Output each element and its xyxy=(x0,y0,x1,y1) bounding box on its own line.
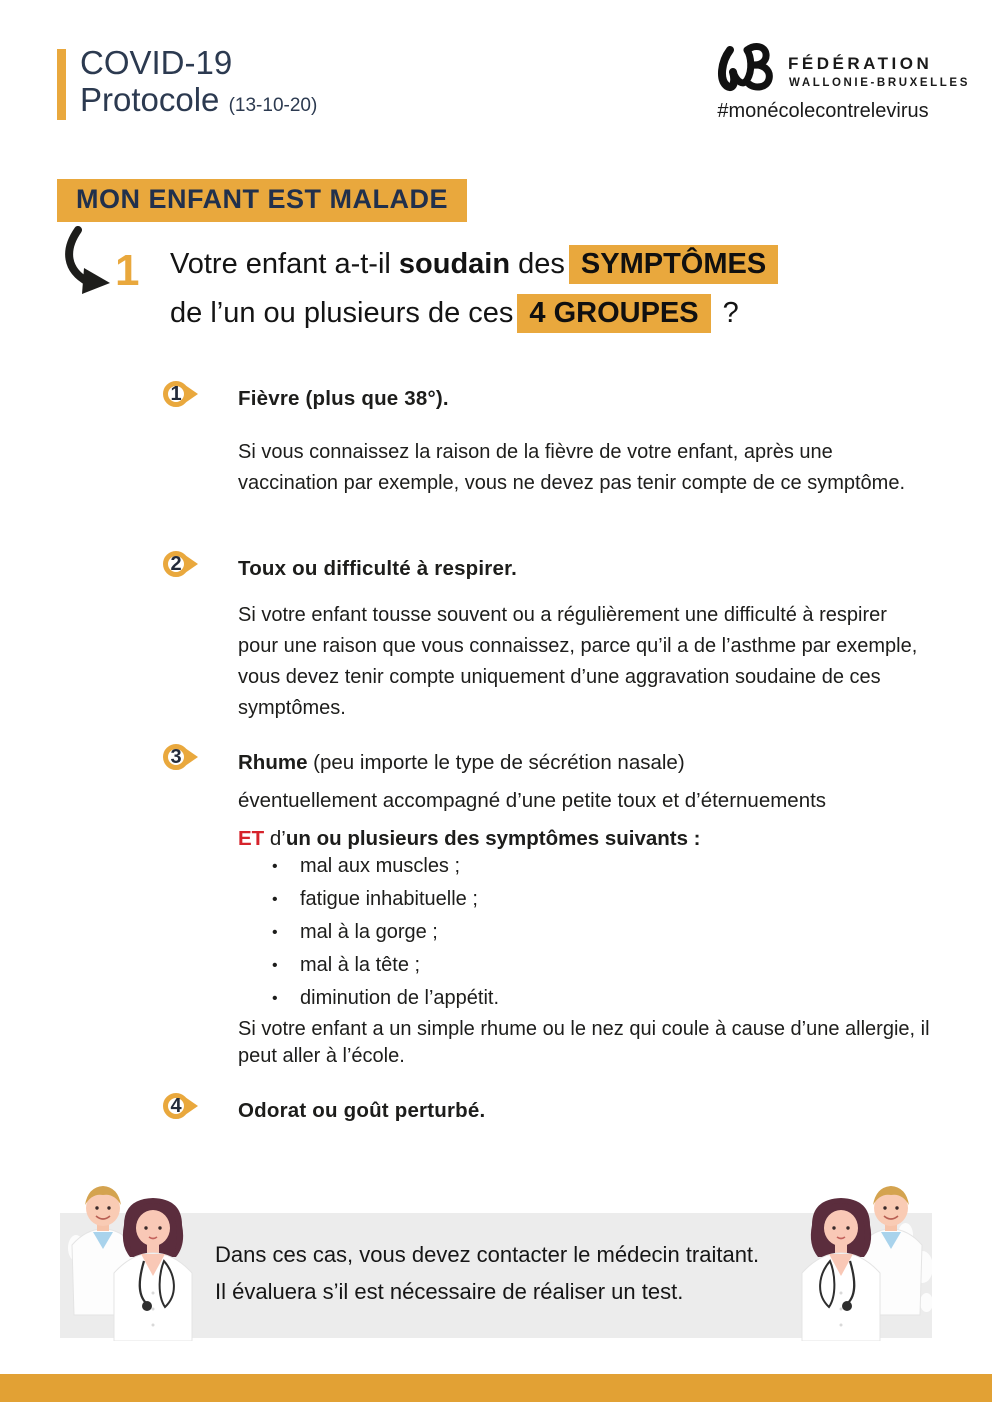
chevron-right-icon xyxy=(185,385,198,403)
advice-line-2: Il évaluera s’il est nécessaire de réaliser un test. xyxy=(215,1279,684,1304)
chevron-right-icon xyxy=(185,1097,198,1115)
bullet-icon: • xyxy=(272,990,278,1007)
doctors-illustration-left xyxy=(58,1183,208,1341)
bullet-icon: • xyxy=(272,924,278,941)
highlight-4-groupes: 4 GROUPES xyxy=(517,294,710,333)
bullet-icon: • xyxy=(272,957,278,974)
group-3-note: Si votre enfant a un simple rhume ou le nez qui coule à cause d’une allergie, il peut aller à l’école. xyxy=(238,1018,930,1067)
group-3-badge: 3 xyxy=(163,744,189,770)
group-1-body: Si vous connaissez la raison de la fièvre de votre enfant, après une vaccination par exemple, vous ne devez pas tenir compte de ce symptôme. xyxy=(238,441,906,494)
list-item: • mal à la tête ; xyxy=(272,949,499,982)
logo-region-label: WALLONIE-BRUXELLES xyxy=(789,77,970,89)
highlight-symptomes: SYMPTÔMES xyxy=(569,245,778,284)
document-title-block xyxy=(80,44,317,124)
campaign-hashtag: #monécolecontrelevirus xyxy=(717,100,929,122)
list-item: • mal à la gorge ; xyxy=(272,916,499,949)
logo-federation-label: FÉDÉRATION xyxy=(788,54,933,73)
document-title: COVID-19 xyxy=(80,44,233,81)
header-accent-bar xyxy=(57,49,66,120)
group-4-title: Odorat ou goût perturbé. xyxy=(238,1099,486,1122)
group-2-badge: 2 xyxy=(163,551,189,577)
group-4-badge: 4 xyxy=(163,1093,189,1119)
group-3-line-1: Rhume (peu importe le type de sécrétion nasale) xyxy=(238,751,685,774)
document-subtitle: Protocole (13-10-20) xyxy=(80,81,318,118)
main-question xyxy=(170,240,980,338)
question-line-1: Votre enfant a-t-il soudain des SYMPTÔMES xyxy=(170,240,980,289)
list-item: • fatigue inhabituelle ; xyxy=(272,883,499,916)
doctor-woman xyxy=(114,1198,192,1341)
group-3-title-block xyxy=(238,744,938,858)
bullet-icon: • xyxy=(272,858,278,875)
advice-text xyxy=(215,1236,759,1310)
group-2-title: Toux ou difficulté à respirer. xyxy=(238,557,518,580)
question-line-2: de l’un ou plusieurs de ces 4 GROUPES ? xyxy=(170,289,980,338)
group-1-title: Fièvre (plus que 38°). xyxy=(238,387,449,410)
chevron-right-icon xyxy=(185,555,198,573)
doctors-illustration-right xyxy=(786,1183,936,1341)
group-3-line-2: éventuellement accompagné d’une petite toux et d’éternuements xyxy=(238,789,827,812)
group-1-badge: 1 xyxy=(163,381,189,407)
symptom-bullet-list xyxy=(272,850,499,1015)
et-emphasis: ET xyxy=(238,827,265,850)
list-item: • mal aux muscles ; xyxy=(272,850,499,883)
fwb-monogram-icon xyxy=(717,42,783,100)
list-item: • diminution de l’appétit. xyxy=(272,982,499,1015)
group-2-body: Si votre enfant tousse souvent ou a régulièrement une difficulté à respirer pour une raison que vous connaissez, parce qu’il a de l’asthme par exemple, vous devez tenir compte uniquement d’une aggravation soudaine de ces symptômes. xyxy=(238,604,918,719)
chevron-right-icon xyxy=(185,748,198,766)
doctor-woman xyxy=(802,1198,880,1341)
footer-accent-bar xyxy=(0,1374,992,1402)
step-number: 1 xyxy=(115,246,140,295)
bullet-icon: • xyxy=(272,891,278,908)
group-3-line-3: ET d’un ou plusieurs des symptômes suivants : xyxy=(238,827,701,850)
document-date: (13-10-20) xyxy=(228,95,318,116)
section-title: MON ENFANT EST MALADE xyxy=(57,179,467,222)
federation-logo xyxy=(712,38,970,138)
advice-line-1: Dans ces cas, vous devez contacter le médecin traitant. xyxy=(215,1242,760,1267)
